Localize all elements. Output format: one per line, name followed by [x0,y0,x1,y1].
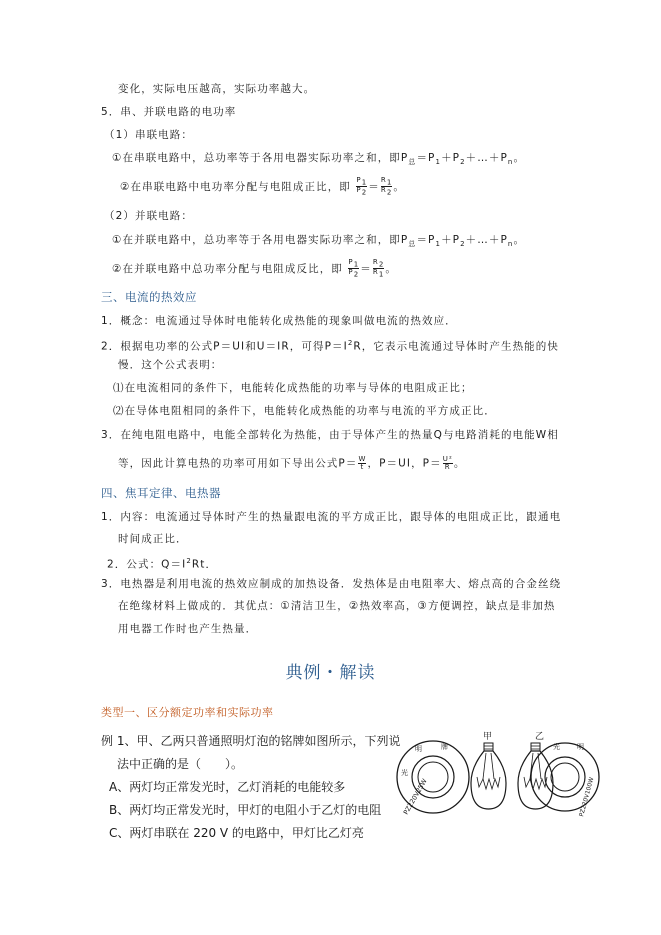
option-b: B、两灯均正常发光时，甲灯的电阻小于乙灯的电阻 [109,803,382,817]
page-title: 典例・解读 [285,663,376,683]
fraction: $\frac{R_2}{R_1}$ [372,258,385,279]
svg-text:明: 明 [577,743,584,751]
fraction: $\frac{P_1}{P_2}$ [348,258,360,279]
text-line: ②在串联电路中电功率分配与电阻成正比，即 $\frac{P_1}{P_2}$ ＝ $\frac{R_1}{R_2}$ 。 [120,176,406,197]
text-line: 用电器工作时也产生热量． [118,623,258,635]
svg-text:光: 光 [553,743,560,751]
svg-text:牌: 牌 [441,743,448,751]
label-jia: 甲 [483,732,493,742]
subsection-heading: （2）并联电路： [104,210,193,222]
bulb-nameplate-figure [393,727,596,827]
text-line: 时间成正比． [118,533,188,545]
text-line: ①在串联电路中，总功率等于各用电器实际功率之和，即$P_总=P_1+P_2+\dots+P_n$。 [112,152,526,167]
fraction: $\frac{P_1}{P_2}$ [356,176,368,197]
text-line: 等，因此计算电热的功率可用如下导出公式P＝ $\frac{W}{t}$ ，P＝UI，P＝ $\frac{\text{U²}}{R}$ 。 [118,455,466,471]
text-line: ⑴在电流相同的条件下，电能转化成热能的功率与导体的电阻成正比； [113,382,473,394]
text-line: 在绝缘材料上做成的．其优点：①清洁卫生，②热效率高，③方便调控，缺点是非加热 [118,600,556,612]
example-stem: 法中正确的是（ ）。 [117,757,244,771]
text-line: 慢．这个公式表明： [118,359,223,371]
text-line: 3．电热器是利用电流的热效应制成的加热设备．发热体是由电阻率大、熔点高的合金丝绕 [101,578,562,590]
option-a: A、两灯均正常发光时，乙灯消耗的电能较多 [109,780,346,794]
type-heading: 类型一、区分额定功率和实际功率 [101,706,274,719]
section-heading: 四、焦耳定律、电热器 [101,486,221,500]
text-line: ①在并联电路中，总功率等于各用电器实际功率之和，即$P_总=P_1+P_2+\dots+P_n$。 [112,234,526,249]
text-line: 1．概念：电流通过导体时电能转化成热能的现象叫做电流的热效应． [101,315,457,327]
bulb-left-nameplate [397,741,469,816]
text-line: 2．根据电功率的公式P＝UI和U＝IR，可得$P=I^2R$，它表示电流通过导体时产生热能的快 [101,339,559,353]
fraction: $\frac{\text{U²}}{R}$ [442,455,453,471]
bulb-right-nameplate [531,742,599,818]
example-stem: 例 1、甲、乙两只普通照明灯泡的铭牌如图所示，下列说 [101,734,401,748]
subsection-heading: （1）串联电路： [104,129,193,141]
text-line: 1．内容：电流通过导体时产生的热量跟电流的平方成正比，跟导体的电阻成正比，跟通电 [101,511,562,523]
text-line: ⑵在导体电阻相同的条件下，电能转化成热能的功率与电流的平方成正比． [113,405,496,417]
section-heading: 5．串、并联电路的电功率 [101,106,237,118]
svg-text:明: 明 [415,745,422,753]
text-line: 3．在纯电阻电路中，电能全部转化为热能，由于导体产生的热量Q与电路消耗的电能W相 [101,429,559,441]
svg-text:光: 光 [401,769,408,777]
fraction: $\frac{R_1}{R_2}$ [380,176,393,197]
bulb-left [471,743,506,809]
section-heading: 三、电流的热效应 [101,290,197,304]
label-yi: 乙 [535,732,545,742]
svg-text:PZ220V100W: PZ220V100W [578,776,596,818]
fraction: $\frac{W}{t}$ [358,455,367,471]
text-line: 变化，实际电压越高，实际功率越大。 [118,83,316,95]
option-c: C、两灯串联在 220 V 的电路中，甲灯比乙灯亮 [109,826,364,840]
svg-text:PZ220V25W: PZ220V25W [401,777,429,816]
text-line: 2．公式：$Q=I^2Rt$． [107,557,218,571]
bulb-right [518,743,553,809]
text-line: ②在并联电路中总功率分配与电阻成反比，即 $\frac{P_1}{P_2}$ ＝ $\frac{R_2}{R_1}$ 。 [112,258,398,279]
